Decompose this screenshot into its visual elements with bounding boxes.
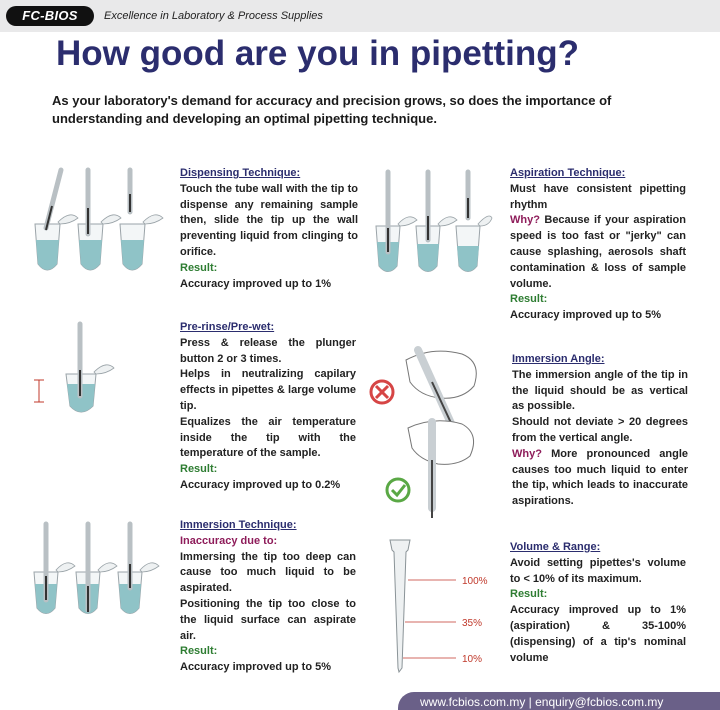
immersion-angle-heading: Immersion Angle: [512,353,605,365]
immersion-technique-body-2: Positioning the tip too close to the liquid surface can aspirate air. [180,597,356,642]
volume-range-result-label: Result: [510,588,548,601]
aspiration-heading: Aspiration Technique: [510,167,626,179]
dispensing-result: Accuracy improved up to 1% [180,277,331,290]
tube-3 [118,524,159,614]
pipette-tip [390,540,410,672]
intro-line-1: As your laboratory's demand for accuracy and precision grows, so does the importance of [52,93,612,108]
prerinse-illustration [30,322,120,418]
tube-1 [34,524,75,614]
dispensing-illustration [30,168,170,278]
dispensing-body: Touch the tube wall with the tip to dispense any remaining sample then, slide the tip up the wall preventing liquid from clinging to orifice. [180,182,358,258]
dispensing-result-label: Result: [180,261,218,274]
immersion-technique-heading: Immersion Technique: [180,519,297,531]
immersion-technique-result-label: Result: [180,645,218,658]
wrong-icon [371,381,393,403]
aspiration-result-label: Result: [510,293,548,306]
volume-range-heading: Volume & Range: [510,541,601,553]
mark-label-10: 10% [462,654,483,665]
footer-contact: www.fcbios.com.my | enquiry@fcbios.com.my [420,695,664,709]
immersion-angle-section [512,352,688,510]
tube-2 [76,524,117,614]
vertical-pipette-hand [408,421,474,518]
immersion-angle-illustration [362,340,502,530]
page-title: How good are you in pipetting? [56,34,580,73]
aspiration-result: Accuracy improved up to 5% [510,309,661,322]
tube-1 [35,170,78,270]
aspiration-why-body: Because if your aspiration speed is too fast or "jerky" can cause splashing, aerosols shaft contamination & loss of sample volume. [510,214,686,290]
volume-range-body: Avoid setting pipettes's volume to < 10% of its maximum. [510,556,686,585]
mark-label-100: 100% [462,576,488,587]
dispensing-heading: Dispensing Technique: [180,167,301,179]
brand-logo: FC-BIOS [6,6,94,26]
prerinse-result: Accuracy improved up to 0.2% [180,478,341,491]
tube-3 [456,172,492,272]
prerinse-body-1: Press & release the plunger button 2 or 3 times. [180,336,356,365]
aspiration-why-text [510,213,686,292]
prerinse-result-label: Result: [180,463,218,476]
immersion-technique-section [180,518,356,676]
tube-2 [416,172,457,272]
intro-line-2: understanding and developing an optimal pipetting technique. [52,111,437,126]
immersion-technique-illustration [28,522,164,622]
immersion-angle-why-label: Why? [512,447,542,460]
tube-2 [78,170,121,270]
aspiration-why-label: Why? [510,214,540,227]
tip-volume-illustration [384,536,494,676]
brand-tagline: Excellence in Laboratory & Process Supplies [104,10,323,22]
immersion-angle-body-2: Should not deviate > 20 degrees from the vertical angle. [512,416,688,444]
volume-range-result: Accuracy improved up to 1% (aspiration) & 35-100% (dispensing) of a tip's nominal volume [510,604,686,664]
dispensing-section [180,166,358,292]
aspiration-section [510,166,686,324]
mark-label-35: 35% [462,618,483,629]
prerinse-body-3: Equalizes the air temperature inside the tip with the temperature of the sample. [180,415,356,460]
prerinse-heading: Pre-rinse/Pre-wet: [180,321,275,333]
immersion-technique-result: Accuracy improved up to 5% [180,661,331,674]
correct-icon [387,479,409,501]
volume-range-section [510,540,686,666]
aspiration-body: Must have consistent pipetting rhythm [510,182,686,211]
immersion-angle-body-1: The immersion angle of the tip in the liquid should be as vertical as possible. [512,368,688,413]
prerinse-body-2: Helps in neutralizing capilary effects in pipettes & large volume tip. [180,368,356,412]
tube-1 [376,172,417,272]
prerinse-section [180,320,356,494]
immersion-angle-why-text [512,447,688,510]
aspiration-illustration [372,170,492,280]
tube-3 [120,170,163,270]
immersion-technique-body-1: Immersing the tip too deep can cause too much liquid to be aspirated. [180,550,356,595]
intro-text [52,92,682,128]
immersion-angle-why-body: More pronounced angle causes too much liquid to enter the tip, which leads to inaccurate aspirations. [512,447,688,508]
immersion-technique-inaccuracy-label: Inaccuracy due to: [180,534,278,547]
